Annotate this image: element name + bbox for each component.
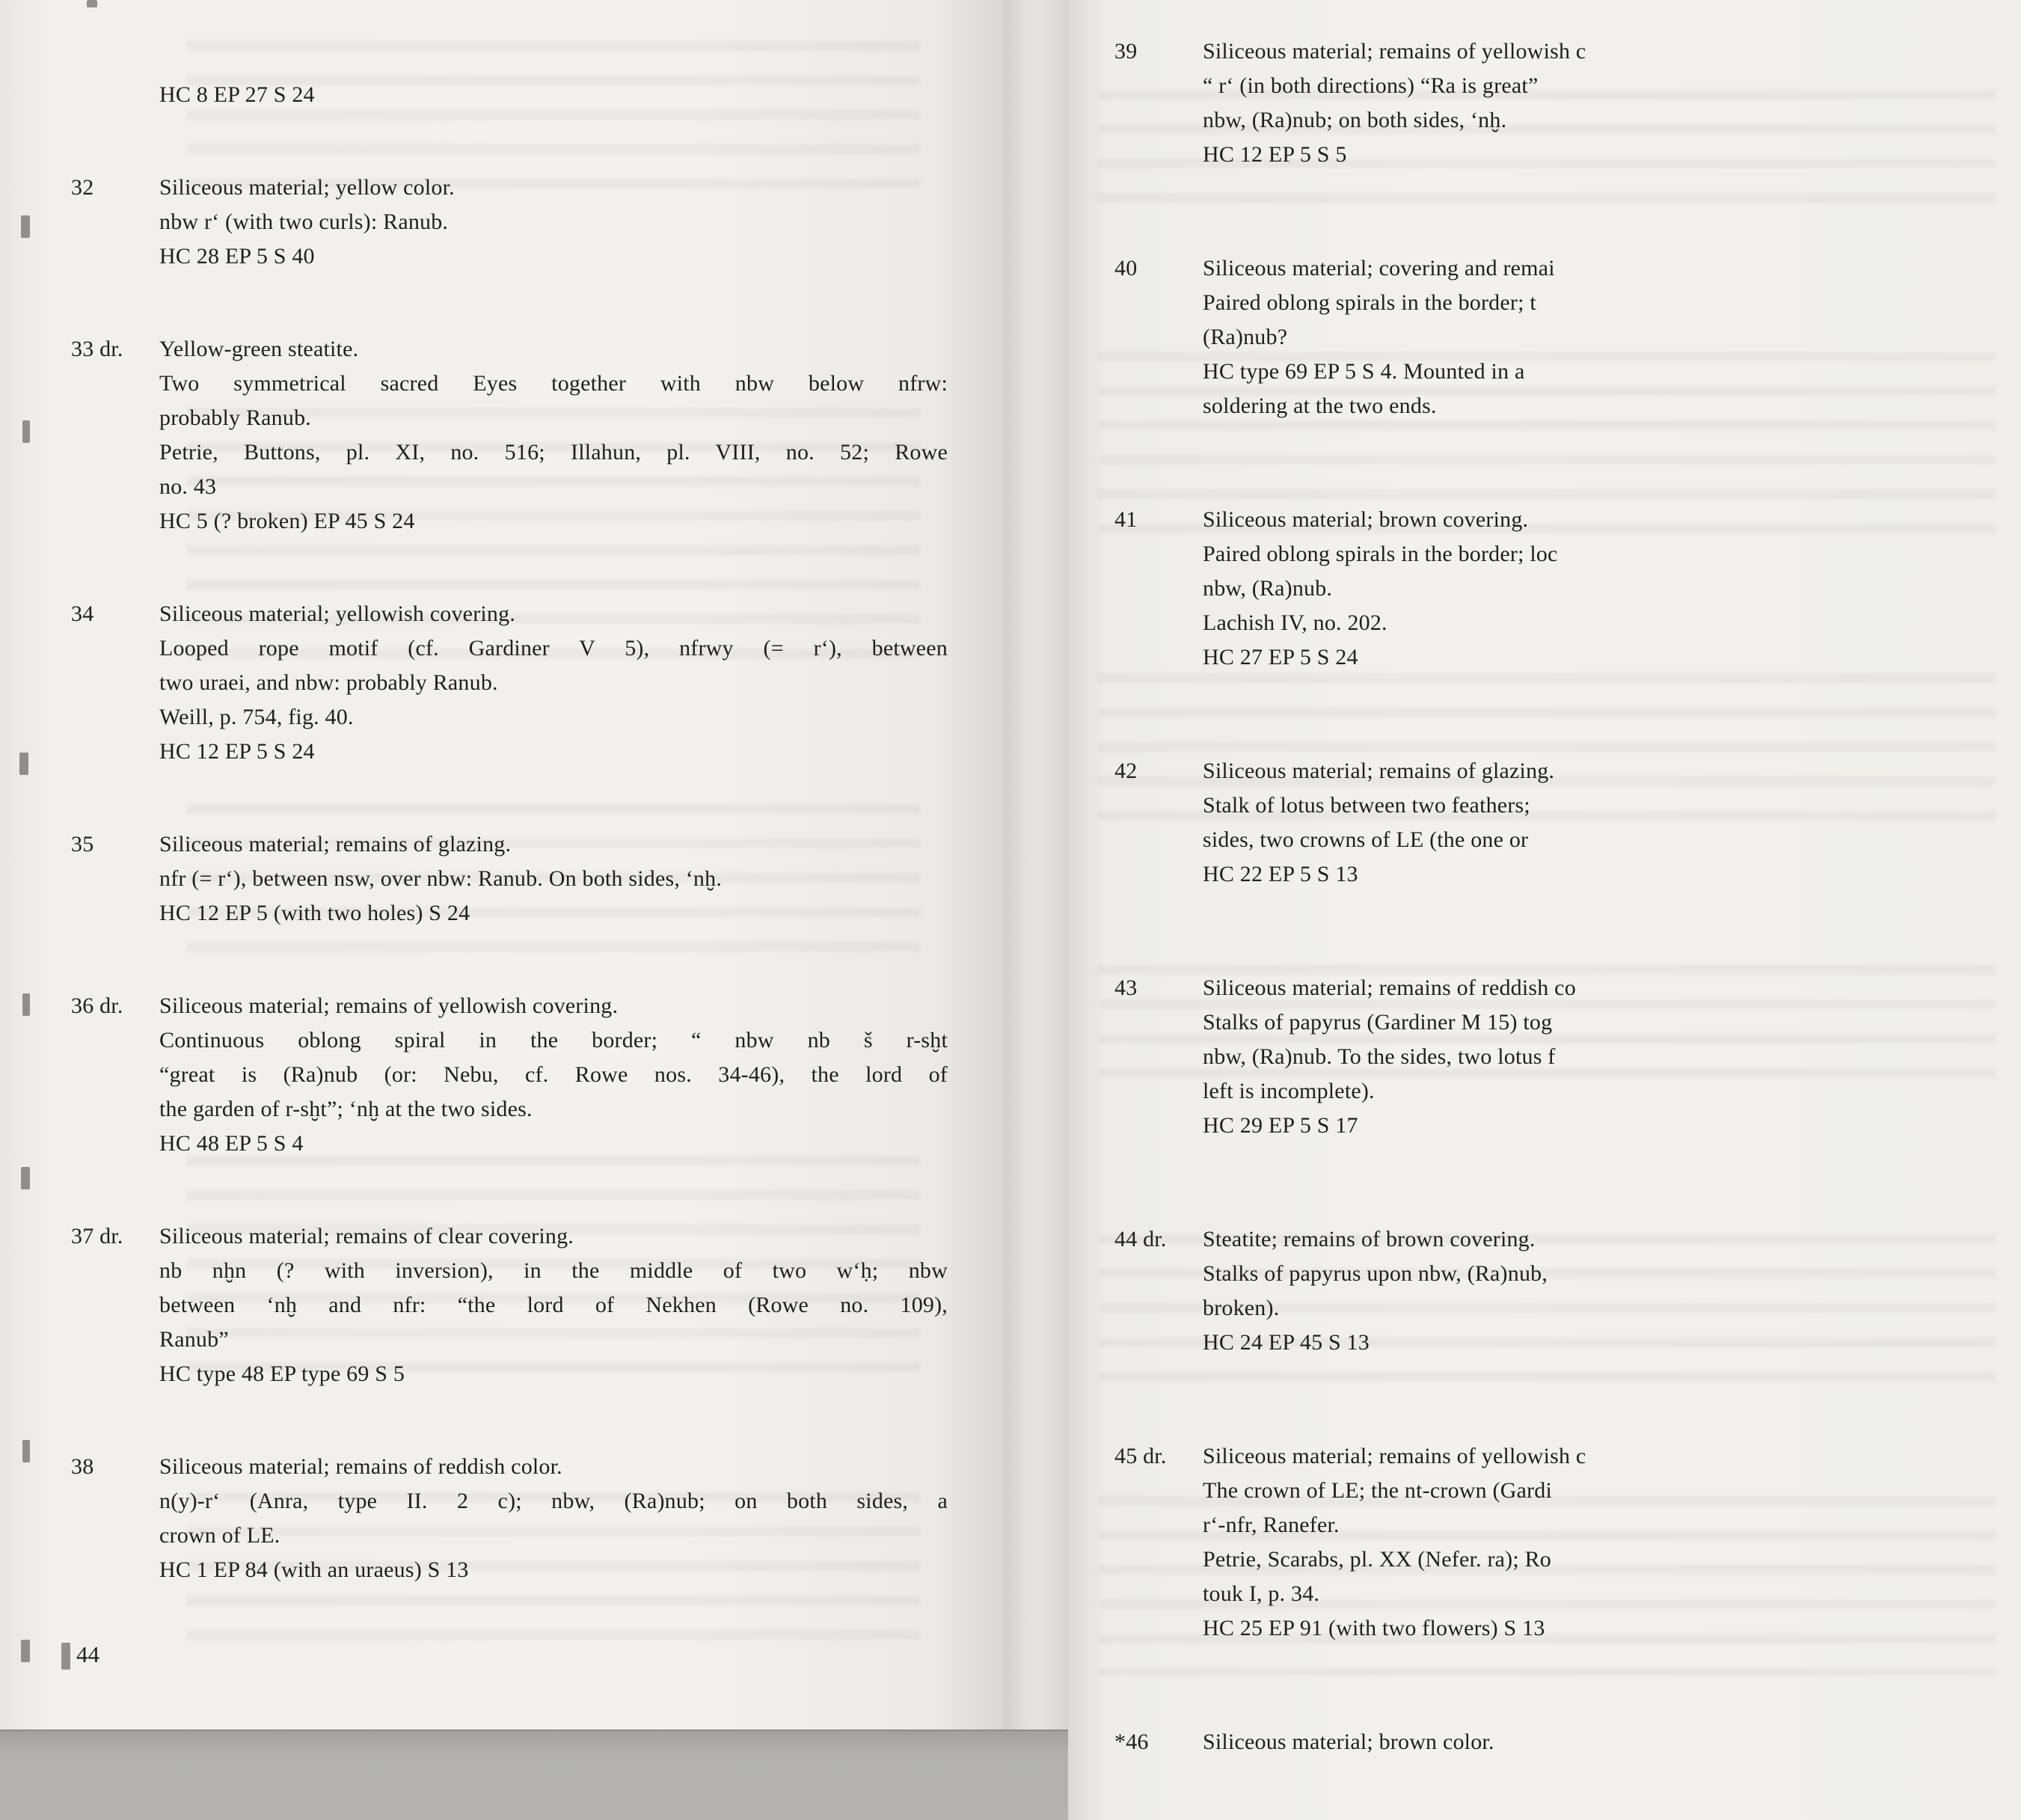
text-line: the garden of r-sḫt”; ‘nḫ at the two sides. — [159, 1097, 533, 1121]
text-line: HC 24 EP 45 S 13 — [1203, 1330, 1370, 1355]
left-page — [0, 0, 1004, 1729]
entry-number: 44 dr. — [1114, 1227, 1167, 1251]
text-line: HC 29 EP 5 S 17 — [1203, 1113, 1358, 1138]
entry-number: 41 — [1114, 507, 1138, 532]
entry-text — [1203, 503, 2021, 675]
text-line: Siliceous material; remains of yellowish c — [1203, 39, 1586, 64]
entry-number: 32 — [71, 175, 94, 200]
text-line: no. 43 — [159, 474, 217, 499]
text-line: HC 5 (? broken) EP 45 S 24 — [159, 509, 415, 533]
text-line: HC 8 EP 27 S 24 — [159, 82, 315, 107]
text-line: probably Ranub. — [159, 405, 311, 430]
scan-artifact — [21, 215, 30, 238]
text-line: touk I, p. 34. — [1203, 1581, 1320, 1606]
text-line: HC 22 EP 5 S 13 — [1203, 862, 1358, 886]
catalog-entry — [71, 171, 948, 274]
entry-number: 42 — [1114, 759, 1138, 783]
entry-text — [1203, 1222, 2021, 1360]
text-line: HC 12 EP 5 S 5 — [1203, 142, 1347, 167]
entry-text — [159, 989, 948, 1161]
text-line: HC 1 EP 84 (with an uraeus) S 13 — [159, 1557, 469, 1582]
entry-number: 39 — [1114, 39, 1138, 64]
entry-number: 35 — [71, 832, 94, 857]
text-line: HC type 48 EP type 69 S 5 — [159, 1361, 405, 1386]
entry-text — [159, 332, 948, 539]
scan-artifact — [61, 1643, 70, 1670]
text-line: HC 12 EP 5 (with two holes) S 24 — [159, 901, 470, 925]
entry-number: 33 dr. — [71, 337, 123, 361]
text-line: Siliceous material; brown covering. — [1203, 507, 1529, 532]
catalog-entry — [1114, 34, 2021, 172]
scan-artifact — [21, 1640, 30, 1662]
text-line: nbw, (Ra)nub. — [1203, 576, 1333, 601]
text-line: Lachish IV, no. 202. — [1203, 610, 1387, 635]
catalog-entry — [1114, 754, 2021, 892]
catalog-entry — [1114, 1439, 2021, 1646]
text-line: Siliceous material; remains of yellowish c — [1203, 1444, 1586, 1468]
text-line: Paired oblong spirals in the border; t — [1203, 290, 1536, 315]
text-line: n(y)-r‘ (Anra, type II. 2 c); nbw, (Ra)nub; on both sides, a — [159, 1489, 948, 1513]
text-line: broken). — [1203, 1296, 1280, 1320]
page-number: 44 — [76, 1641, 99, 1667]
scan-artifact — [19, 753, 28, 775]
text-line: HC 12 EP 5 S 24 — [159, 739, 315, 764]
entry-number: 43 — [1114, 975, 1138, 1000]
text-line: Siliceous material; remains of reddish color. — [159, 1454, 562, 1479]
catalog-entry — [71, 827, 948, 931]
text-line: HC 28 EP 5 S 40 — [159, 244, 315, 269]
catalog-entry — [1114, 1725, 2021, 1759]
right-page-entries — [1114, 34, 2021, 1759]
entry-text — [159, 1450, 948, 1587]
entry-text — [159, 597, 948, 769]
text-line: Siliceous material; remains of glazing. — [159, 832, 512, 857]
text-line: Ranub” — [159, 1327, 229, 1352]
catalog-entry — [1114, 971, 2021, 1143]
text-line: Stalk of lotus between two feathers; — [1203, 793, 1530, 818]
entry-number: 36 dr. — [71, 993, 123, 1018]
scan-artifact — [22, 993, 30, 1016]
catalog-entry — [1114, 1222, 2021, 1360]
entry-text — [1203, 754, 2021, 892]
catalog-entry — [1114, 503, 2021, 675]
scan-background — [0, 1729, 1068, 1820]
scan-artifact — [21, 1167, 30, 1189]
entry-number: *46 — [1114, 1729, 1149, 1754]
text-line: HC 25 EP 91 (with two flowers) S 13 — [1203, 1616, 1545, 1640]
text-line: crown of LE. — [159, 1523, 280, 1548]
entry-text — [1203, 34, 2021, 172]
scan-artifact — [87, 0, 97, 7]
text-line: “ r‘ (in both directions) “Ra is great” — [1203, 73, 1539, 98]
text-line: Looped rope motif (cf. Gardiner V 5), nfrwy (= r‘), between — [159, 636, 948, 661]
catalog-entry — [71, 332, 948, 539]
text-line: Two symmetrical sacred Eyes together with nbw below nfrw: — [159, 371, 948, 396]
right-page — [1068, 0, 2021, 1820]
text-line: Stalks of papyrus (Gardiner M 15) tog — [1203, 1010, 1553, 1035]
catalog-entry — [71, 597, 948, 769]
text-line: Siliceous material; yellow color. — [159, 175, 455, 200]
text-line: “great is (Ra)nub (or: Nebu, cf. Rowe nos. 34-46), the lord of — [159, 1062, 948, 1087]
text-line: Stalks of papyrus upon nbw, (Ra)nub, — [1203, 1261, 1548, 1286]
text-line: nfr (= r‘), between nsw, over nbw: Ranub. On both sides, ‘nḫ. — [159, 866, 723, 891]
entry-text — [1203, 971, 2021, 1143]
left-page-entries — [71, 78, 948, 1587]
entry-text — [1203, 1725, 2021, 1759]
text-line: HC type 69 EP 5 S 4. Mounted in a — [1203, 359, 1525, 384]
text-line: soldering at the two ends. — [1203, 393, 1437, 418]
text-line: Siliceous material; covering and remai — [1203, 256, 1555, 281]
text-line: nbw, (Ra)nub. To the sides, two lotus f — [1203, 1044, 1556, 1069]
entry-text — [1203, 251, 2021, 423]
catalog-entry — [71, 989, 948, 1161]
text-line: between ‘nḫ and nfr: “the lord of Nekhen (Rowe no. 109), — [159, 1293, 948, 1317]
text-line: Steatite; remains of brown covering. — [1203, 1227, 1536, 1251]
entry-text — [159, 78, 948, 112]
text-line: Siliceous material; brown color. — [1203, 1729, 1494, 1754]
text-line: r‘-nfr, Ranefer. — [1203, 1513, 1340, 1537]
catalog-entry — [71, 1450, 948, 1587]
entry-number: 40 — [1114, 256, 1138, 281]
entry-text — [1203, 1439, 2021, 1646]
text-line: left is incomplete). — [1203, 1079, 1375, 1103]
catalog-entry — [71, 1219, 948, 1391]
entry-text — [159, 827, 948, 931]
text-line: Siliceous material; remains of yellowish covering. — [159, 993, 619, 1018]
text-line: sides, two crowns of LE (the one or — [1203, 827, 1529, 852]
catalog-entry — [71, 78, 948, 112]
page-gutter — [1004, 0, 1068, 1729]
text-line: Petrie, Buttons, pl. XI, no. 516; Illahun, pl. VIII, no. 52; Rowe — [159, 440, 948, 465]
entry-number: 37 dr. — [71, 1224, 123, 1248]
text-line: nbw r‘ (with two curls): Ranub. — [159, 209, 449, 234]
text-line: two uraei, and nbw: probably Ranub. — [159, 670, 498, 695]
text-line: Continuous oblong spiral in the border; “ nbw nb š r-sḫt — [159, 1028, 948, 1053]
text-line: Paired oblong spirals in the border; loc — [1203, 542, 1558, 566]
text-line: The crown of LE; the nt-crown (Gardi — [1203, 1478, 1553, 1503]
text-line: Siliceous material; remains of reddish co — [1203, 975, 1576, 1000]
scan-artifact — [22, 1440, 30, 1462]
text-line: nbw, (Ra)nub; on both sides, ‘nḫ. — [1203, 108, 1507, 132]
text-line: HC 27 EP 5 S 24 — [1203, 645, 1358, 670]
scan-artifact — [22, 420, 30, 443]
entry-text — [159, 171, 948, 274]
entry-number: 34 — [71, 601, 94, 626]
text-line: Siliceous material; remains of clear covering. — [159, 1224, 574, 1248]
entry-number: 45 dr. — [1114, 1444, 1167, 1468]
text-line: Siliceous material; yellowish covering. — [159, 601, 516, 626]
text-line: Weill, p. 754, fig. 40. — [159, 705, 354, 729]
entry-number: 38 — [71, 1454, 94, 1479]
catalog-entry — [1114, 251, 2021, 423]
text-line: Yellow-green steatite. — [159, 337, 359, 361]
text-line: (Ra)nub? — [1203, 325, 1288, 349]
text-line: Petrie, Scarabs, pl. XX (Nefer. ra); Ro — [1203, 1547, 1551, 1572]
text-line: HC 48 EP 5 S 4 — [159, 1131, 304, 1156]
text-line: Siliceous material; remains of glazing. — [1203, 759, 1555, 783]
entry-text — [159, 1219, 948, 1391]
text-line: nb nḫn (? with inversion), in the middle of two w‘ḥ; nbw — [159, 1258, 948, 1283]
